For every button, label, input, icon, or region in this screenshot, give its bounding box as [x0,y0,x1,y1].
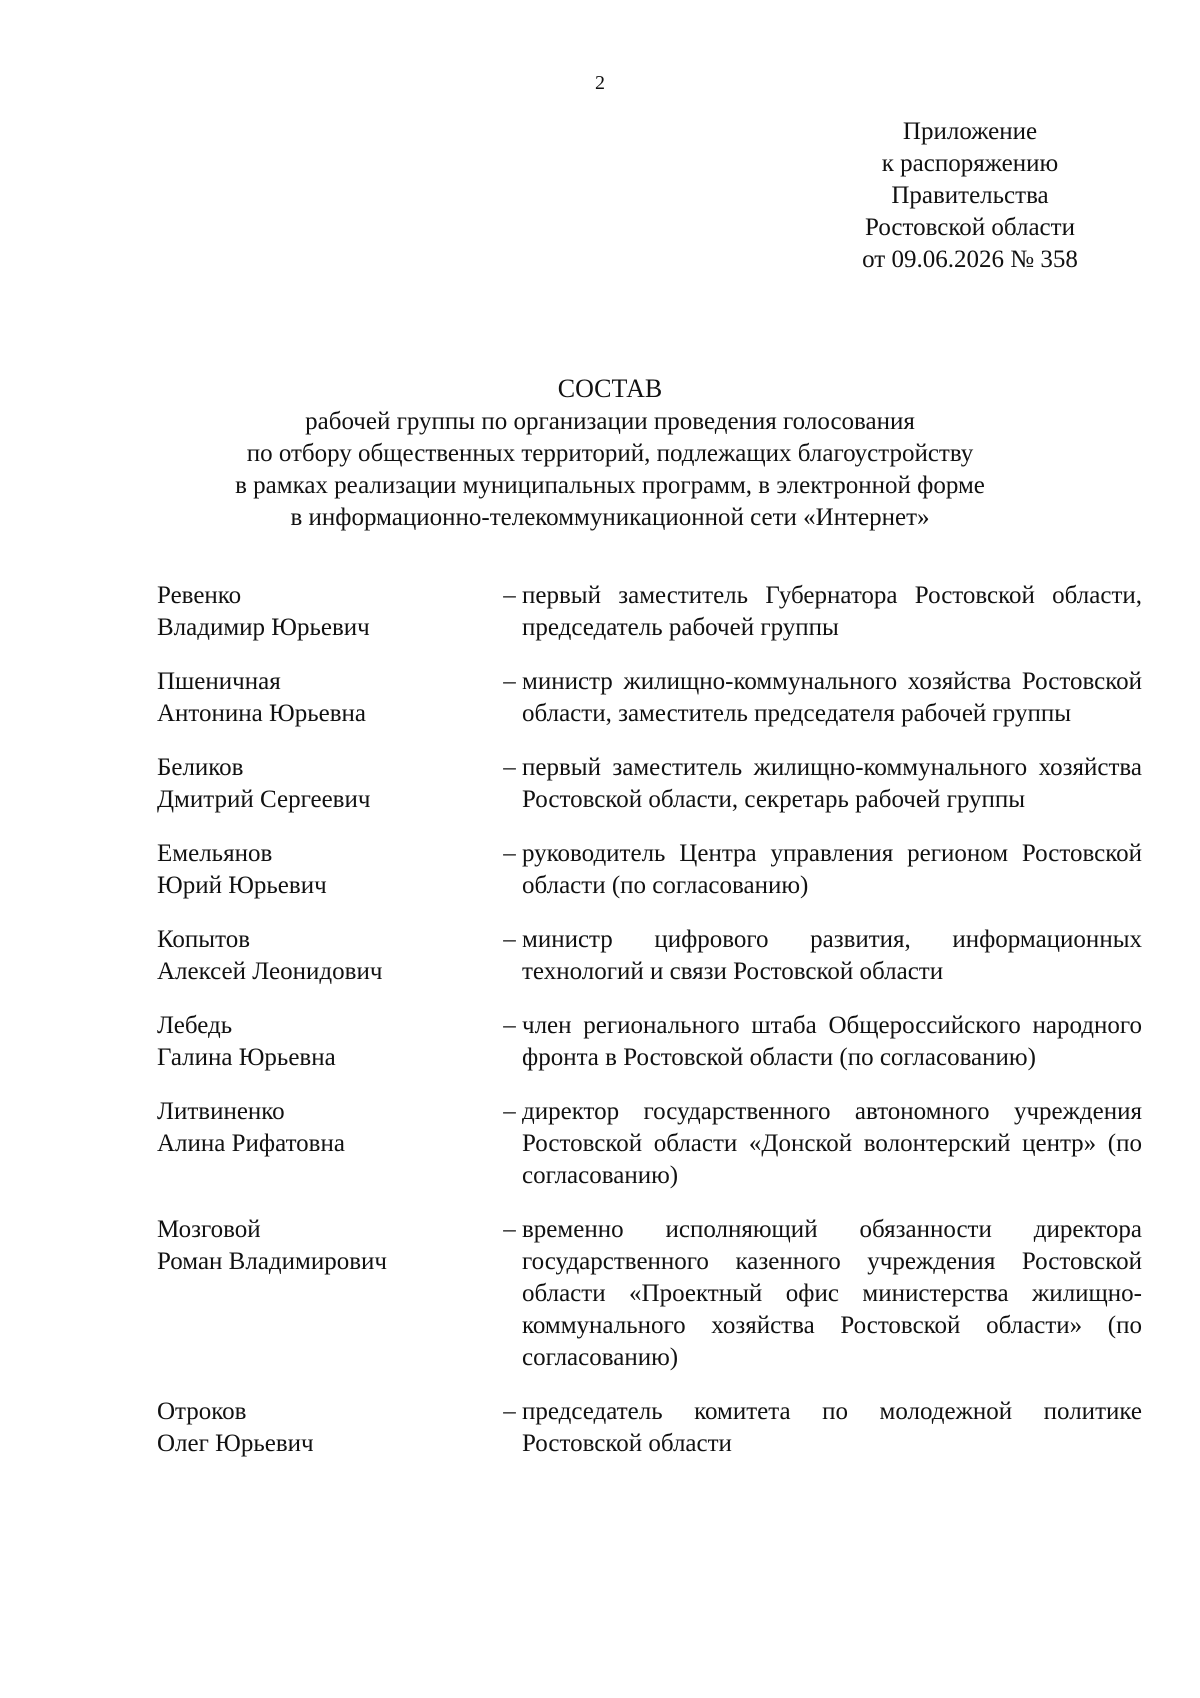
title-line: по отбору общественных территорий, подлежащих благоустройству [246,440,974,467]
dash-separator: – [503,754,516,781]
member-given-name: Владимир Юрьевич [157,614,370,641]
document-title [180,372,1040,534]
member-entry [157,1010,1147,1074]
member-surname: Отроков [157,1398,247,1425]
dash-separator: – [503,1098,516,1125]
dash-separator: – [503,1398,516,1425]
member-name [157,580,497,644]
member-role: первый заместитель Губернатора Ростовской области, председатель рабочей группы [522,582,1142,641]
member-given-name: Юрий Юрьевич [157,872,327,899]
appendix-line: Приложение [902,118,1038,145]
appendix-date-number: от 09.06.2026 № 358 [862,246,1078,273]
member-entry [157,1096,1147,1192]
member-name [157,752,497,816]
member-name [157,1214,497,1374]
members-list [157,580,1147,1482]
member-given-name: Олег Юрьевич [157,1430,314,1457]
member-surname: Пшеничная [157,668,281,695]
dash-separator: – [503,1012,516,1039]
dash-separator: – [503,840,516,867]
member-given-name: Алина Рифатовна [157,1130,345,1157]
member-surname: Емельянов [157,840,273,867]
member-entry [157,580,1147,644]
member-role: председатель комитета по молодежной политике Ростовской области [522,1398,1142,1457]
dash-separator: – [503,582,516,609]
member-role: министр жилищно-коммунального хозяйства Ростовской области, заместитель председателя рабочей группы [522,668,1142,727]
member-entry [157,666,1147,730]
member-role: первый заместитель жилищно-коммунального хозяйства Ростовской области, секретарь рабочей группы [522,754,1142,813]
member-name [157,1096,497,1192]
member-entry [157,1396,1147,1460]
member-role: директор государственного автономного учреждения Ростовской области «Донской волонтерский центр» (по согласованию) [522,1098,1142,1189]
member-name [157,838,497,902]
title-line: в информационно-телекоммуникационной сети «Интернет» [290,504,930,531]
member-entry [157,838,1147,902]
title-line: в рамках реализации муниципальных программ, в электронной форме [235,472,985,499]
member-given-name: Антонина Юрьевна [157,700,366,727]
member-role: член регионального штаба Общероссийского народного фронта в Ростовской области (по согласованию) [522,1012,1142,1071]
member-entry [157,1214,1147,1374]
member-given-name: Роман Владимирович [157,1248,387,1275]
member-given-name: Алексей Леонидович [157,958,383,985]
member-role: временно исполняющий обязанности директора государственного казенного учреждения Ростовской области «Проектный офис министерства жилищно-коммунального хозяйства Ростовской области» (по согласованию) [522,1216,1142,1371]
member-surname: Мозговой [157,1216,261,1243]
title-line: рабочей группы по организации проведения голосования [305,408,915,435]
member-name [157,1010,497,1074]
appendix-line: Правительства [891,182,1049,209]
member-role: министр цифрового развития, информационных технологий и связи Ростовской области [522,926,1142,985]
page-number: 2 [595,72,605,94]
dash-separator: – [503,1216,516,1243]
member-name [157,1396,497,1460]
member-surname: Лебедь [157,1012,233,1039]
dash-separator: – [503,926,516,953]
member-surname: Литвиненко [157,1098,285,1125]
member-given-name: Галина Юрьевна [157,1044,336,1071]
title-heading: СОСТАВ [557,374,663,403]
member-name [157,924,497,988]
member-surname: Копытов [157,926,251,953]
member-entry [157,752,1147,816]
member-entry [157,924,1147,988]
member-name [157,666,497,730]
member-role: руководитель Центра управления регионом Ростовской области (по согласованию) [522,840,1142,899]
member-surname: Ревенко [157,582,242,609]
dash-separator: – [503,668,516,695]
appendix-line: к распоряжению [881,150,1059,177]
member-surname: Беликов [157,754,244,781]
member-given-name: Дмитрий Сергеевич [157,786,371,813]
appendix-block [820,116,1120,276]
appendix-line: Ростовской области [865,214,1075,241]
